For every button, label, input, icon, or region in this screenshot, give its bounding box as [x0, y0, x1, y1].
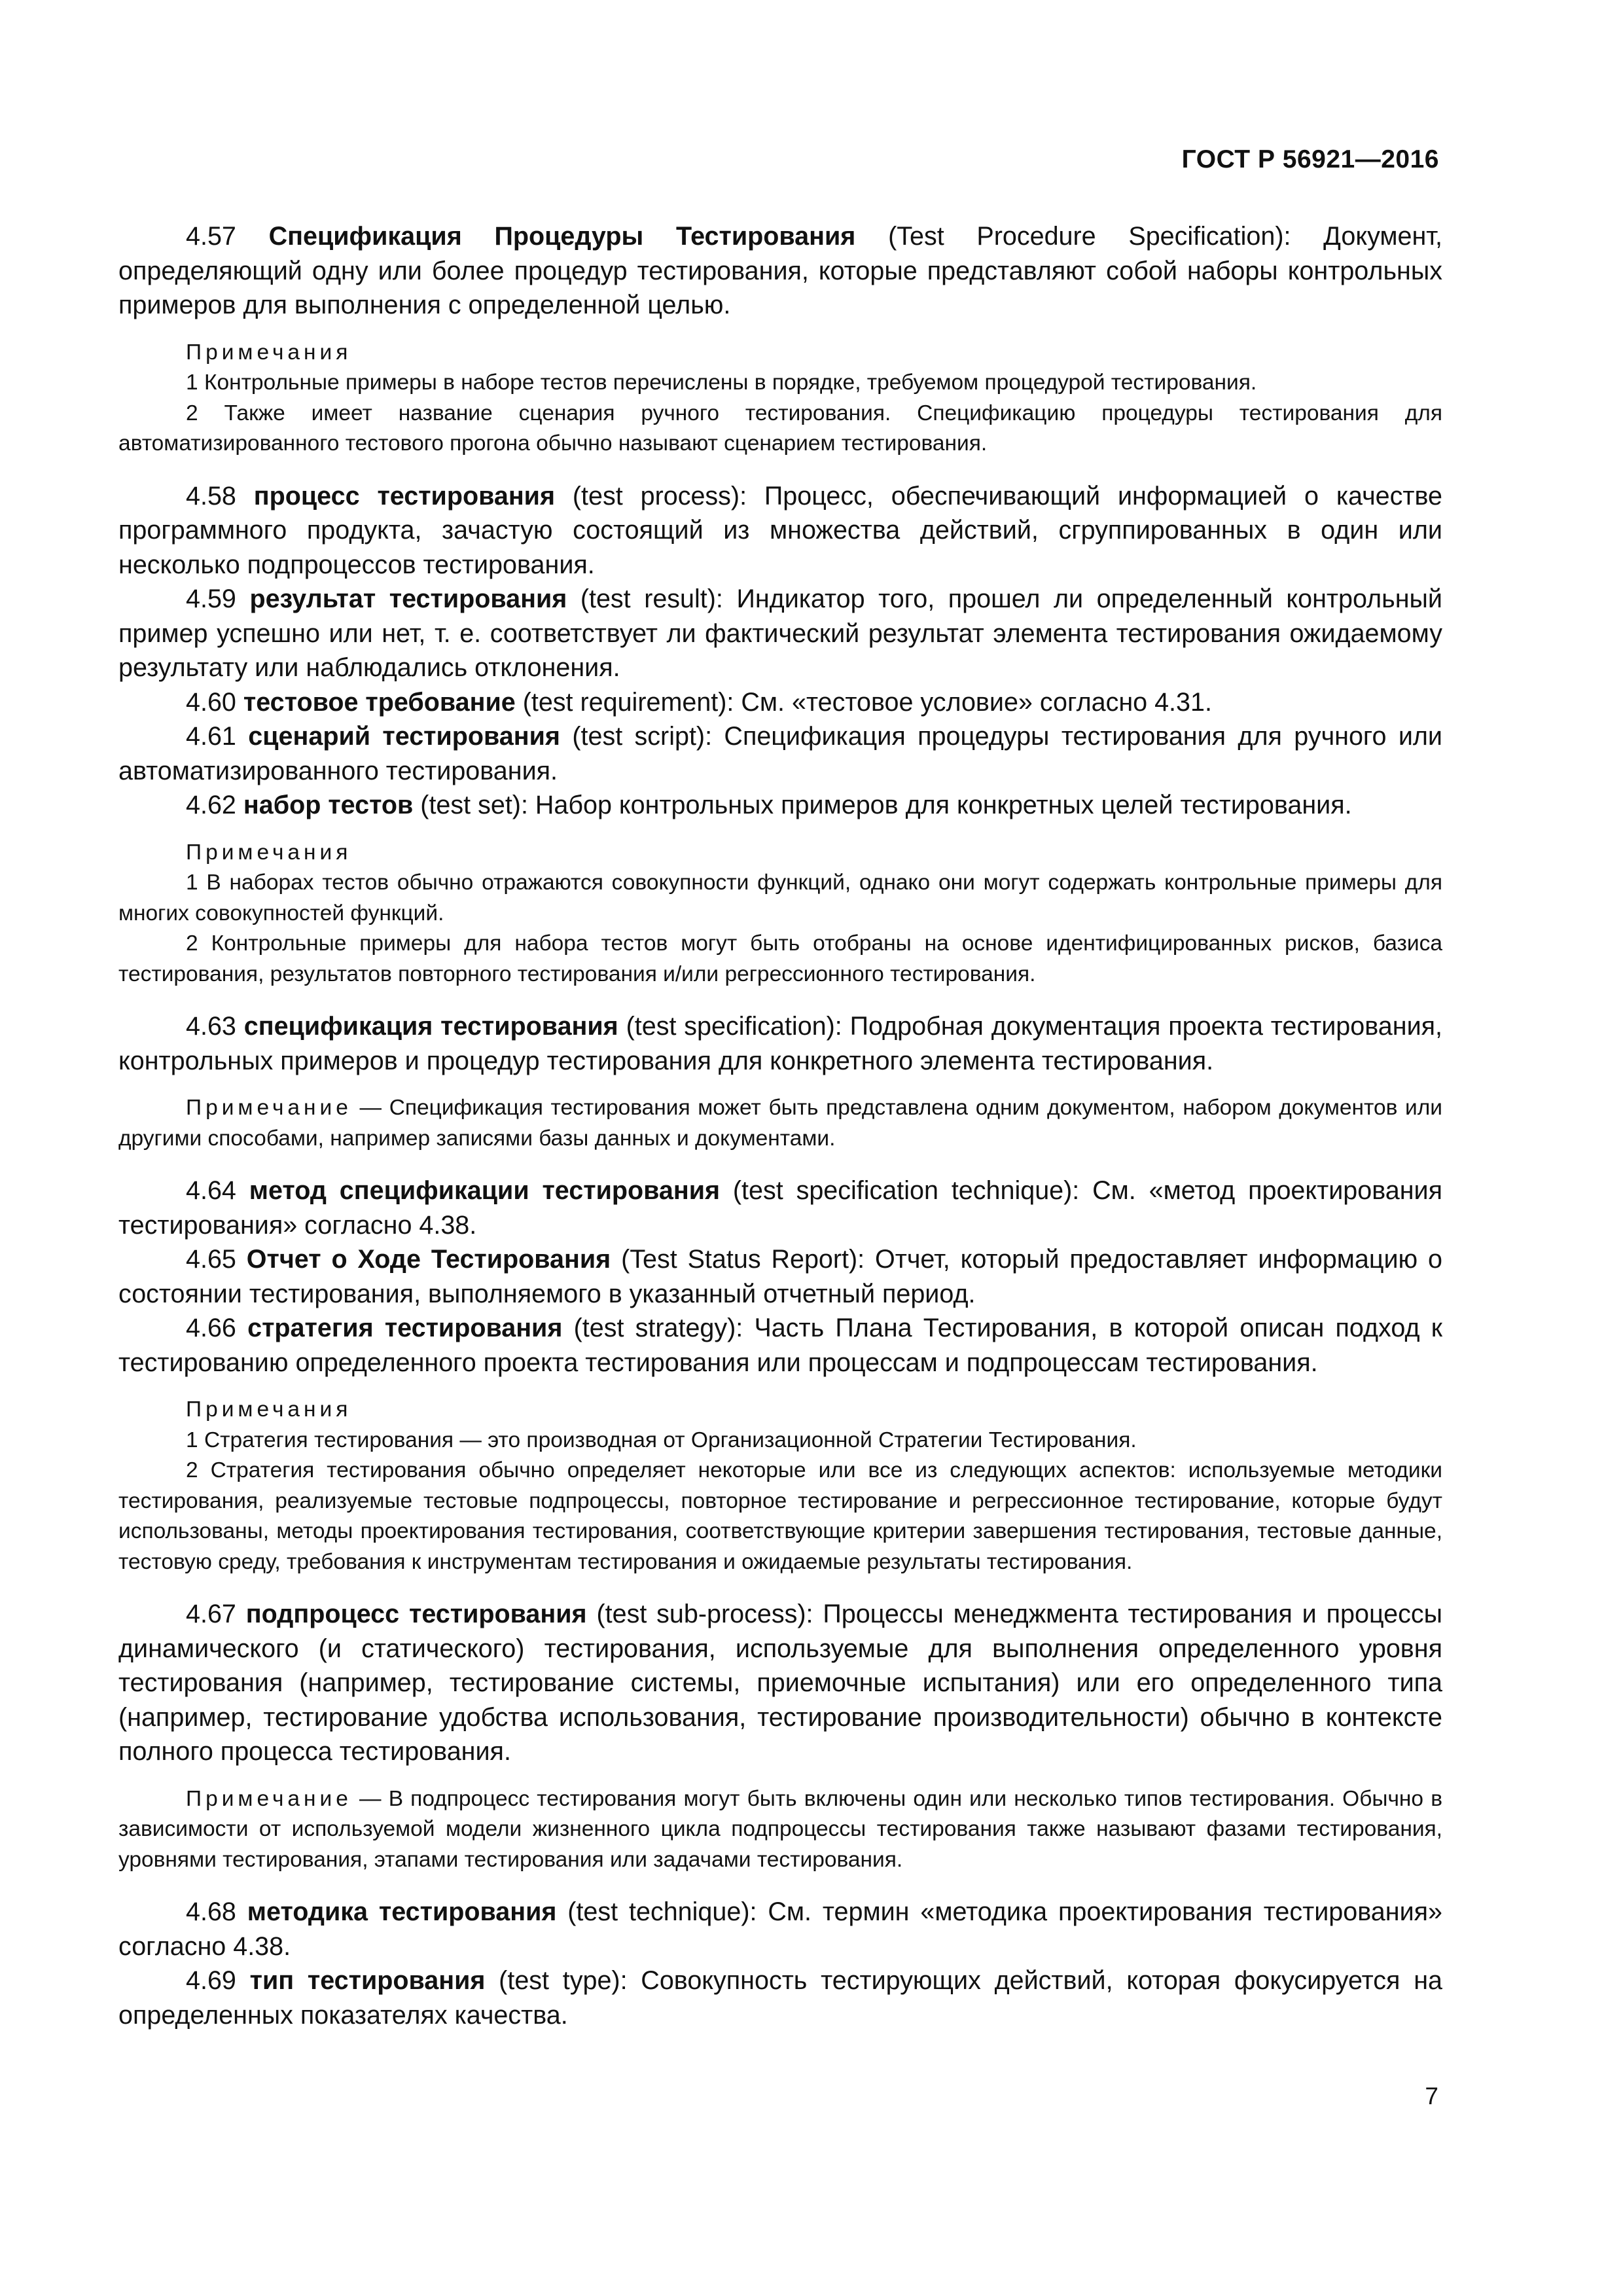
- page-number: 7: [1425, 2083, 1438, 2109]
- term-title: Отчет о Ходе Тестирования: [246, 1245, 611, 1274]
- term-title: метод спецификации тестирования: [249, 1176, 721, 1205]
- term-number: 4.59: [186, 584, 236, 613]
- term-title: результат тестирования: [249, 584, 567, 613]
- term-4-67: [118, 1597, 1442, 1769]
- term-title: Спецификация Процедуры Тестирования: [268, 222, 856, 251]
- document-header: ГОСТ Р 56921—2016: [1181, 145, 1439, 173]
- note-item: [118, 1093, 1442, 1154]
- term-title: тип тестирования: [249, 1966, 486, 1995]
- term-number: 4.58: [186, 481, 236, 511]
- term-4-63: [118, 1009, 1442, 1078]
- term-4-69: [118, 1964, 1442, 2032]
- term-title: процесс тестирования: [253, 481, 556, 511]
- note-item: [118, 1784, 1442, 1876]
- term-number: 4.63: [186, 1012, 236, 1041]
- note-item: 1 Стратегия тестирования — это производная от Организационной Стратегии Тестирования.: [186, 1427, 1137, 1452]
- term-definition: (test technique): См. термин «методика проектирования тестирования» согласно 4.38.: [118, 1897, 1442, 1961]
- term-4-66: [118, 1311, 1442, 1380]
- term-4-60: [118, 685, 1442, 720]
- term-title: спецификация тестирования: [243, 1012, 618, 1041]
- term-definition: (test specification): Подробная документация проекта тестирования, контрольных примеров и процедур тестирования для конкретного элемента тестирования.: [118, 1012, 1442, 1075]
- note-text: — В подпроцесс тестирования могут быть включены один или несколько типов тестирования. Обычно в зависимости от используемой модели жизненного цикла подпроцессы тестирования также называют фазами тестирования, уровнями тестирования, этапами тестирования или задачами тестирования.: [118, 1786, 1442, 1872]
- notes-4-62: [118, 838, 1442, 990]
- term-number: 4.64: [186, 1176, 236, 1205]
- term-4-62: [118, 788, 1442, 823]
- term-4-57: [118, 219, 1442, 323]
- term-definition: (test result): Индикатор того, прошел ли определенный контрольный пример успешно или нет, т. е. соответствует ли фактический результат элемента тестирования ожидаемому результату или наблюдались отклонения.: [118, 584, 1442, 682]
- note-item: 2 Контрольные примеры для набора тестов могут быть отобраны на основе идентифицированных рисков, базиса тестирования, результатов повторного тестирования и/или регрессионного тестирования.: [118, 931, 1442, 986]
- term-number: 4.67: [186, 1600, 236, 1628]
- term-title: тестовое требование: [243, 687, 516, 717]
- term-definition: (test strategy): Часть Плана Тестирования, в которой описан подход к тестированию определенного проекта тестирования или процессам и подпроцессам тестирования.: [118, 1314, 1442, 1377]
- note-item: 1 В наборах тестов обычно отражаются совокупности функций, однако они могут содержать контрольные примеры для многих совокупностей функций.: [118, 870, 1442, 925]
- term-4-59: [118, 582, 1442, 685]
- term-number: 4.62: [186, 791, 236, 819]
- notes-4-63: [118, 1093, 1442, 1154]
- term-number: 4.65: [186, 1245, 236, 1274]
- term-number: 4.57: [186, 222, 236, 251]
- term-number: 4.61: [186, 722, 236, 751]
- term-definition: (Test Procedure Specification): Документ, определяющий одну или более процедур тестирования, которые представляют собой наборы контрольных примеров для выполнения с определенной целью.: [118, 222, 1442, 319]
- note-text: — Спецификация тестирования может быть представлена одним документом, набором документов или другими способами, например записями базы данных и документами.: [118, 1096, 1442, 1151]
- notes-heading: Примечания: [186, 840, 352, 865]
- term-number: 4.68: [186, 1897, 236, 1926]
- note-item: 2 Также имеет название сценария ручного тестирования. Спецификацию процедуры тестирования для автоматизированного тестового прогона обычно называют сценарием тестирования.: [118, 401, 1442, 456]
- term-title: набор тестов: [243, 791, 414, 819]
- term-4-61: [118, 719, 1442, 788]
- notes-4-67: [118, 1784, 1442, 1876]
- note-item: 2 Стратегия тестирования обычно определяет некоторые или все из следующих аспектов: используемые методики тестирования, реализуемые тестовые подпроцессы, повторное тестирование и регрессионное тестирование, которые будут использованы, методы проектирования тестирования, соответствующие критерии завершения тестирования, тестовые данные, тестовую среду, требования к инструментам тестирования и ожидаемые результаты тестирования.: [118, 1458, 1442, 1574]
- term-title: методика тестирования: [247, 1897, 557, 1926]
- term-number: 4.69: [186, 1966, 236, 1995]
- term-title: стратегия тестирования: [247, 1314, 563, 1342]
- term-definition: (Test Status Report): Отчет, который предоставляет информацию о состоянии тестирования, выполняемого в указанный отчетный период.: [118, 1245, 1442, 1308]
- term-4-65: [118, 1242, 1442, 1311]
- term-definition: (test process): Процесс, обеспечивающий информацией о качестве программного продукта, зачастую состоящий из множества действий, сгруппированных в один или несколько подпроцессов тестирования.: [118, 481, 1442, 579]
- term-definition: (test set): Набор контрольных примеров для конкретных целей тестирования.: [413, 791, 1352, 819]
- note-heading: Примечание: [186, 1786, 352, 1811]
- page-content: [118, 219, 1442, 2032]
- term-title: сценарий тестирования: [248, 722, 560, 751]
- term-title: подпроцесс тестирования: [245, 1600, 587, 1628]
- term-definition: (test sub-process): Процессы менеджмента тестирования и процессы динамического (и статического) тестирования, используемые для выполнения определенного уровня тестирования (например, тестирование системы, приемочные испытания) или его определенного типа (например, тестирование удобства использования, тестирование производительности) обычно в контексте полного процесса тестирования.: [118, 1600, 1443, 1766]
- term-number: 4.60: [186, 687, 236, 717]
- term-definition: (test script): Спецификация процедуры тестирования для ручного или автоматизированного тестирования.: [118, 722, 1442, 785]
- term-4-58: [118, 479, 1442, 583]
- term-definition: (test type): Совокупность тестирующих действий, которая фокусируется на определенных показателях качества.: [118, 1966, 1442, 2030]
- note-heading: Примечание: [186, 1096, 352, 1120]
- note-item: 1 Контрольные примеры в наборе тестов перечислены в порядке, требуемом процедурой тестирования.: [186, 370, 1257, 395]
- notes-heading: Примечания: [186, 1397, 352, 1422]
- notes-4-57: [118, 338, 1442, 459]
- term-definition: (test specification technique): См. «метод проектирования тестирования» согласно 4.38.: [118, 1176, 1442, 1240]
- notes-heading: Примечания: [186, 340, 352, 365]
- term-4-68: [118, 1895, 1442, 1964]
- term-number: 4.66: [186, 1314, 236, 1342]
- notes-4-66: [118, 1395, 1442, 1577]
- term-definition: (test requirement): См. «тестовое условие» согласно 4.31.: [515, 687, 1212, 717]
- term-4-64: [118, 1174, 1442, 1242]
